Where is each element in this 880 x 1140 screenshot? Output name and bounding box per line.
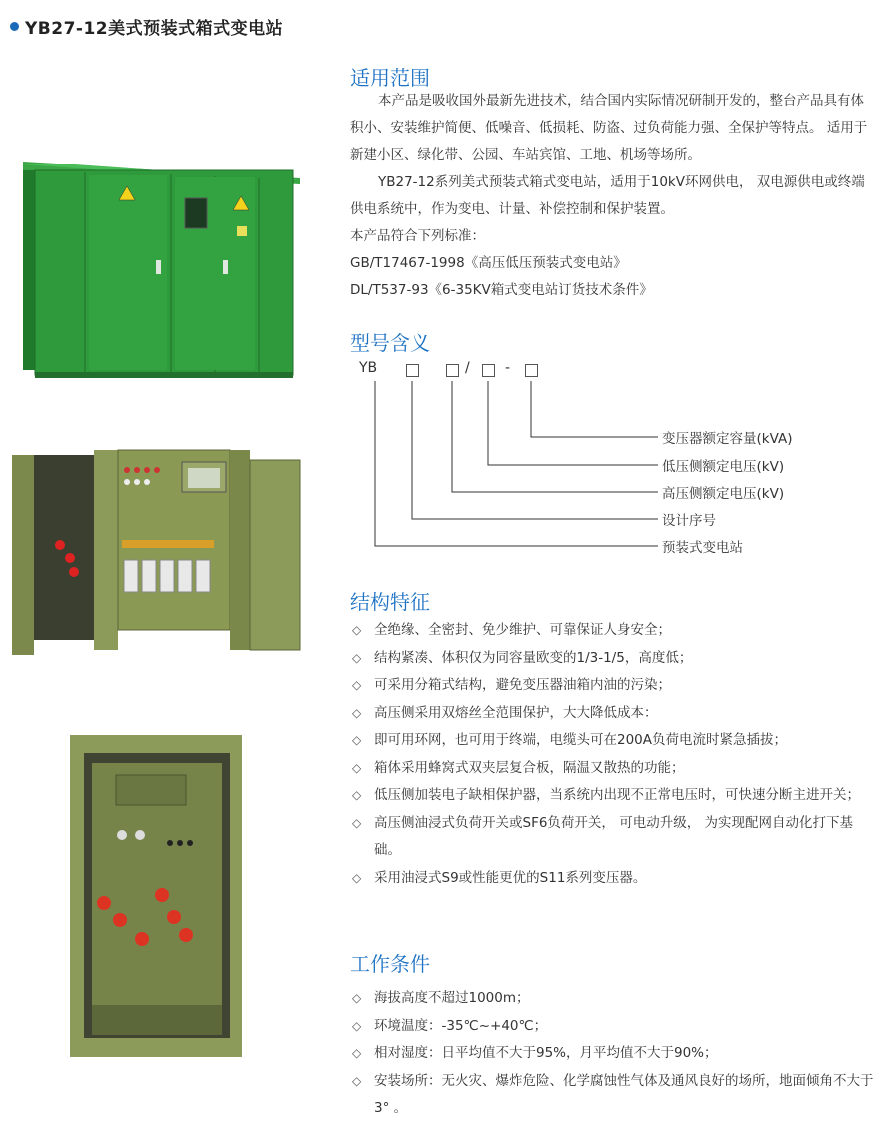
diamond-bullet-icon: ◇	[352, 870, 362, 885]
list-item: ◇ 箱体采用蜂窝式双夹层复合板，隔温又散热的功能；	[350, 755, 875, 783]
scope-paragraph-1-text: 本产品是吸收国外最新先进技术，结合国内实际情况研制开发的，整台产品具有体积小、安装维护简便、低噪音、低损耗、防盗、过负荷能力强、全保护等特点。 适用于新建小区、绿化带、公园、车站宾馆、工地、机场等场所。	[350, 93, 868, 163]
model-dash: -	[505, 360, 511, 376]
diamond-bullet-icon: ◇	[352, 1073, 362, 1088]
list-item: ◇ 结构紧凑、体积仅为同容量欧变的1/3-1/5，高度低；	[350, 645, 875, 673]
list-item: ◇ 采用油浸式S9或性能更优的S11系列变压器。	[350, 865, 875, 893]
standards-intro: 本产品符合下列标准：	[350, 228, 485, 244]
closed-cabinet-photo	[15, 150, 305, 382]
standard-dl: DL/T537-93《6-35KV箱式变电站订货技术条件》	[350, 282, 653, 298]
list-item: ◇ 相对湿度：日平均值不大于95%，月平均值不大于90%；	[350, 1040, 875, 1068]
diamond-bullet-icon: ◇	[352, 815, 362, 830]
heading-conditions: 工作条件	[350, 952, 430, 976]
list-item: ◇ 即可用环网，也可用于终端，电缆头可在200A负荷电流时紧急插拔；	[350, 727, 875, 755]
model-prefix: YB	[359, 360, 378, 376]
diamond-bullet-icon: ◇	[352, 1046, 362, 1060]
title-bullet-icon	[10, 22, 19, 31]
diamond-bullet-icon: ◇	[352, 733, 362, 747]
conditions-list	[350, 985, 875, 1123]
page-title: YB27-12美式预装式箱式变电站	[25, 19, 284, 39]
model-label-prefab: 预装式变电站	[662, 540, 743, 556]
diamond-bullet-icon: ◇	[352, 1018, 362, 1033]
page-title-bar	[10, 14, 283, 39]
diamond-bullet-icon: ◇	[352, 623, 362, 637]
model-label-hv: 高压侧额定电压(kV)	[662, 486, 785, 502]
structure-feature-list	[350, 617, 875, 892]
standard-gb: GB/T17467-1998《高压低压预装式变电站》	[350, 255, 627, 271]
heading-model: 型号含义	[350, 331, 430, 355]
diamond-bullet-icon: ◇	[352, 991, 362, 1005]
model-label-series: 设计序号	[662, 513, 716, 529]
model-label-lv: 低压侧额定电压(kV)	[662, 459, 785, 475]
list-item: ◇ 高压侧油浸式负荷开关或SF6负荷开关， 可电动升级， 为实现配网自动化打下基础。	[350, 810, 875, 865]
heading-scope: 适用范围	[350, 66, 430, 90]
list-item: ◇ 可采用分箱式结构，避免变压器油箱内油的污染；	[350, 672, 875, 700]
list-item: ◇ 高压侧采用双熔丝全范围保护，大大降低成本：	[350, 700, 875, 728]
scope-paragraph-2-text: YB27-12系列美式预装式箱式变电站，适用于10kV环网供电， 双电源供电或终端供电系统中，作为变电、计量、补偿控制和保护装置。	[350, 174, 865, 217]
list-item: ◇ 海拔高度不超过1000m；	[350, 985, 875, 1013]
model-code-diagram	[350, 355, 870, 565]
list-item: ◇ 全绝缘、全密封、免少维护、可靠保证人身安全；	[350, 617, 875, 645]
diamond-bullet-icon: ◇	[352, 705, 362, 720]
list-item: ◇ 安装场所：无火灾、爆炸危险、化学腐蚀性气体及通风良好的场所，地面倾角不大于3° 。	[350, 1068, 875, 1123]
hv-compartment-photo	[70, 735, 242, 1057]
scope-paragraph-2	[350, 169, 872, 223]
diamond-bullet-icon: ◇	[352, 788, 362, 802]
scope-paragraph-1	[350, 88, 872, 169]
model-connector-lines	[350, 355, 870, 565]
open-cabinet-photo	[12, 440, 302, 660]
heading-structure: 结构特征	[350, 590, 430, 614]
diamond-bullet-icon: ◇	[352, 678, 362, 692]
model-label-capacity: 变压器额定容量(kVA)	[662, 431, 793, 447]
list-item: ◇ 环境温度：-35℃~+40℃；	[350, 1013, 875, 1041]
list-item: ◇ 低压侧加装电子缺相保护器，当系统内出现不正常电压时，可快速分断主进开关；	[350, 782, 875, 810]
model-slash: /	[465, 360, 470, 376]
diamond-bullet-icon: ◇	[352, 650, 362, 665]
diamond-bullet-icon: ◇	[352, 760, 362, 775]
